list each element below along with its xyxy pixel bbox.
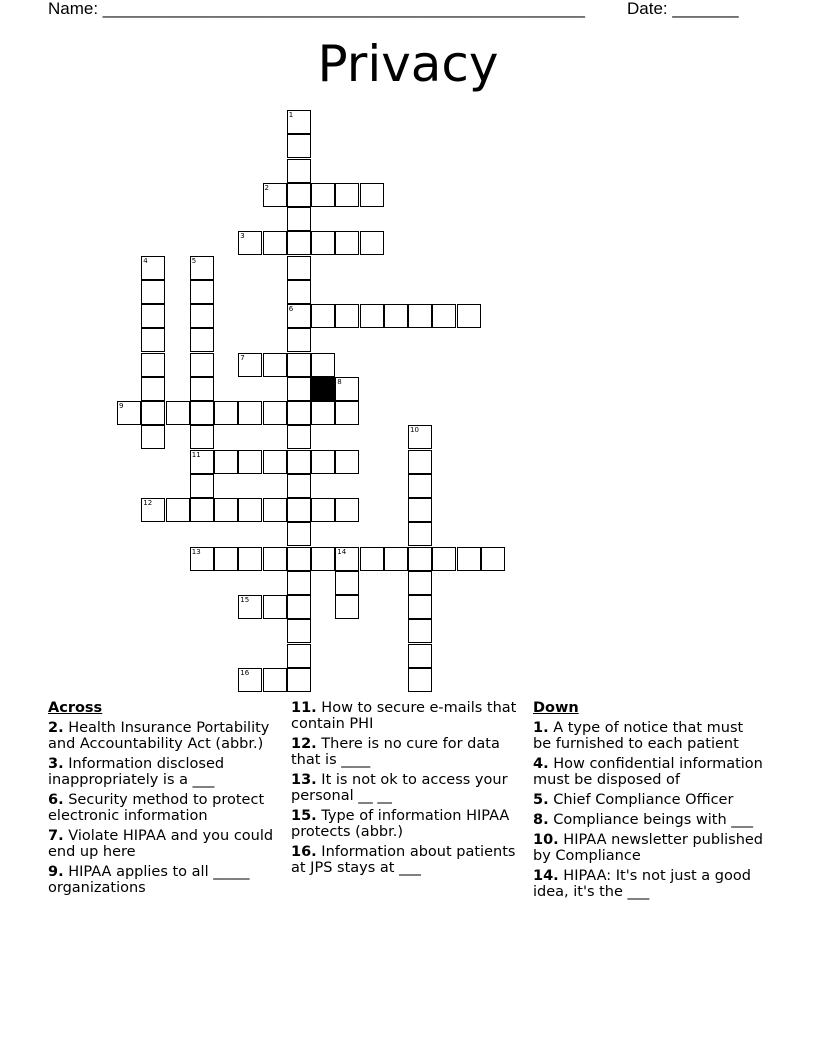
down-clue: 10. HIPAA newsletter published by Compliance xyxy=(533,832,764,864)
across-clue: 12. There is no cure for data that is ____ xyxy=(291,736,500,768)
crossword-cell[interactable] xyxy=(408,304,432,328)
crossword-cell[interactable] xyxy=(287,425,311,449)
crossword-cell[interactable] xyxy=(287,110,311,134)
crossword-cell[interactable] xyxy=(408,668,432,692)
crossword-cell[interactable] xyxy=(263,401,287,425)
crossword-cell[interactable] xyxy=(360,304,384,328)
crossword-cell[interactable] xyxy=(190,425,214,449)
page-title: Privacy xyxy=(317,35,499,93)
crossword-cell[interactable] xyxy=(384,547,408,571)
down-clue: 4. How confidential information must be disposed of xyxy=(533,756,763,788)
crossword-cell[interactable] xyxy=(190,377,214,401)
crossword-cell[interactable] xyxy=(408,425,432,449)
crossword-cell[interactable] xyxy=(190,547,214,571)
crossword-cell[interactable] xyxy=(311,401,335,425)
clue-number: 1 xyxy=(288,111,294,119)
clue-number: 13 xyxy=(191,547,201,556)
crossword-cell[interactable] xyxy=(263,231,287,255)
crossword-cell[interactable] xyxy=(214,401,238,425)
crossword-cell[interactable] xyxy=(263,668,287,692)
crossword-cell[interactable] xyxy=(190,450,214,474)
crossword-cell[interactable] xyxy=(408,571,432,595)
crossword-cell[interactable] xyxy=(287,619,311,643)
crossword-cell[interactable] xyxy=(287,280,311,304)
crossword-cell[interactable] xyxy=(335,304,359,328)
crossword-cell[interactable] xyxy=(408,595,432,619)
down-heading: Down xyxy=(533,700,579,716)
crossword-cell[interactable] xyxy=(287,571,311,595)
clue-number: 8 xyxy=(337,377,342,386)
crossword-cell[interactable] xyxy=(190,304,214,328)
crossword-cell[interactable] xyxy=(335,377,359,401)
crossword-cell[interactable] xyxy=(214,498,238,522)
crossword-cell[interactable] xyxy=(287,498,311,522)
crossword-cell[interactable] xyxy=(287,207,311,231)
crossword-cell[interactable] xyxy=(117,401,141,425)
crossword-cell[interactable] xyxy=(408,450,432,474)
crossword-cell[interactable] xyxy=(214,547,238,571)
name-field-label: Name: ___________________________________________________ xyxy=(48,0,585,18)
crossword-cell[interactable] xyxy=(311,231,335,255)
crossword-cell[interactable] xyxy=(287,644,311,668)
crossword-cell[interactable] xyxy=(141,304,165,328)
crossword-cell[interactable] xyxy=(408,547,432,571)
crossword-cell[interactable] xyxy=(263,353,287,377)
crossword-cell[interactable] xyxy=(287,183,311,207)
crossword-cell[interactable] xyxy=(311,498,335,522)
crossword-cell[interactable] xyxy=(360,183,384,207)
down-clue: 14. HIPAA: It's not just a good idea, it's the ___ xyxy=(533,868,751,900)
crossword-cell[interactable] xyxy=(287,450,311,474)
crossword-cell[interactable] xyxy=(166,401,190,425)
across-clue: 15. Type of information HIPAA protects (abbr.) xyxy=(291,808,510,840)
clue-number: 3 xyxy=(240,232,245,241)
crossword-cell[interactable] xyxy=(190,474,214,498)
crossword-cell[interactable] xyxy=(408,522,432,546)
crossword-cell[interactable] xyxy=(141,377,165,401)
crossword-cell[interactable] xyxy=(141,280,165,304)
crossword-cell[interactable] xyxy=(335,450,359,474)
crossword-cell[interactable] xyxy=(263,595,287,619)
crossword-cell[interactable] xyxy=(263,498,287,522)
across-clues-column-2 xyxy=(291,700,523,880)
crossword-cell[interactable] xyxy=(311,450,335,474)
crossword-cell[interactable] xyxy=(287,522,311,546)
crossword-cell[interactable] xyxy=(457,304,481,328)
crossword-cell[interactable] xyxy=(238,450,262,474)
crossword-cell[interactable] xyxy=(287,401,311,425)
crossword-cell[interactable] xyxy=(335,401,359,425)
crossword-cell[interactable] xyxy=(360,231,384,255)
clue-number: 7 xyxy=(240,353,245,362)
crossword-cell[interactable] xyxy=(408,474,432,498)
crossword-cell[interactable] xyxy=(287,134,311,158)
crossword-cell[interactable] xyxy=(190,328,214,352)
down-clue: 1. A type of notice that must be furnished to each patient xyxy=(533,720,744,752)
crossword-cell[interactable] xyxy=(432,547,456,571)
crossword-cell[interactable] xyxy=(335,498,359,522)
crossword-cell[interactable] xyxy=(335,571,359,595)
crossword-cell[interactable] xyxy=(141,353,165,377)
crossword-cell[interactable] xyxy=(238,547,262,571)
crossword-cell[interactable] xyxy=(287,159,311,183)
clue-number: 11 xyxy=(191,450,201,459)
crossword-cell[interactable] xyxy=(287,256,311,280)
clue-number: 2 xyxy=(264,183,269,192)
across-clue: 2. Health Insurance Portability and Accountability Act (abbr.) xyxy=(48,720,270,752)
crossword-cell[interactable] xyxy=(311,353,335,377)
crossword-cell[interactable] xyxy=(263,183,287,207)
crossword-cell[interactable] xyxy=(287,474,311,498)
crossword-cell[interactable] xyxy=(335,183,359,207)
crossword-cell[interactable] xyxy=(432,304,456,328)
down-clues-column xyxy=(533,700,765,904)
across-clue: 9. HIPAA applies to all _____ organizations xyxy=(48,864,250,896)
crossword-cell[interactable] xyxy=(287,547,311,571)
down-clue: 8. Compliance beings with ___ xyxy=(533,812,754,828)
crossword-cell[interactable] xyxy=(190,401,214,425)
clue-number: 5 xyxy=(191,256,197,265)
crossword-cell[interactable] xyxy=(335,595,359,619)
crossword-cell[interactable] xyxy=(287,377,311,401)
clue-number: 4 xyxy=(143,256,148,265)
crossword-cell[interactable] xyxy=(287,353,311,377)
clue-number: 6 xyxy=(288,305,294,313)
crossword-cell[interactable] xyxy=(287,595,311,619)
clue-number: 10 xyxy=(410,426,419,435)
across-clue: 16. Information about patients at JPS stays at ___ xyxy=(291,844,516,876)
crossword-cell[interactable] xyxy=(335,231,359,255)
clue-number: 12 xyxy=(143,499,153,507)
crossword-cell[interactable] xyxy=(408,644,432,668)
crossword-cell[interactable] xyxy=(360,547,384,571)
clue-number: 9 xyxy=(119,402,124,410)
date-field-label: Date: _______ xyxy=(627,0,739,18)
crossword-cell[interactable] xyxy=(238,401,262,425)
crossword-cell[interactable] xyxy=(263,547,287,571)
across-clue: 7. Violate HIPAA and you could end up here xyxy=(48,828,274,860)
crossword-cell[interactable] xyxy=(166,498,190,522)
across-clue: 13. It is not ok to access your personal __ __ xyxy=(291,772,508,804)
crossword-cell[interactable] xyxy=(287,328,311,352)
crossword-cell[interactable] xyxy=(141,401,165,425)
crossword-cell[interactable] xyxy=(238,353,262,377)
crossword-cell[interactable] xyxy=(238,498,262,522)
crossword-cell[interactable] xyxy=(190,353,214,377)
crossword-cell[interactable] xyxy=(263,450,287,474)
crossword-cell[interactable] xyxy=(238,595,262,619)
crossword-cell[interactable] xyxy=(214,450,238,474)
crossword-cell[interactable] xyxy=(287,304,311,328)
crossword-cell[interactable] xyxy=(141,256,165,280)
crossword-cell[interactable] xyxy=(408,498,432,522)
crossword-cell[interactable] xyxy=(457,547,481,571)
crossword-cell[interactable] xyxy=(384,304,408,328)
crossword-cell[interactable] xyxy=(287,668,311,692)
clue-number: 14 xyxy=(337,547,347,556)
across-clue: 3. Information disclosed inappropriately is a ___ xyxy=(48,756,225,788)
crossword-cell[interactable] xyxy=(311,304,335,328)
crossword-cell[interactable] xyxy=(141,328,165,352)
crossword-cell[interactable] xyxy=(190,498,214,522)
crossword-cell[interactable] xyxy=(408,619,432,643)
crossword-cell[interactable] xyxy=(141,425,165,449)
across-clue: 6. Security method to protect electronic information xyxy=(48,792,265,824)
clue-number: 16 xyxy=(240,668,250,677)
crossword-cell[interactable] xyxy=(141,498,165,522)
crossword-cell[interactable] xyxy=(311,547,335,571)
crossword-cell[interactable] xyxy=(335,547,359,571)
crossword-cell[interactable] xyxy=(287,231,311,255)
crossword-cell[interactable] xyxy=(238,231,262,255)
across-heading: Across xyxy=(48,700,103,716)
crossword-cell[interactable] xyxy=(481,547,505,571)
crossword-cell[interactable] xyxy=(238,668,262,692)
across-clue: 11. How to secure e-mails that contain PHI xyxy=(291,700,517,732)
clue-number: 15 xyxy=(240,596,250,604)
crossword-cell[interactable] xyxy=(190,280,214,304)
crossword-block xyxy=(311,377,335,401)
crossword-cell[interactable] xyxy=(311,183,335,207)
across-clues-column-1 xyxy=(48,700,280,900)
down-clue: 5. Chief Compliance Officer xyxy=(533,792,734,808)
crossword-cell[interactable] xyxy=(190,256,214,280)
